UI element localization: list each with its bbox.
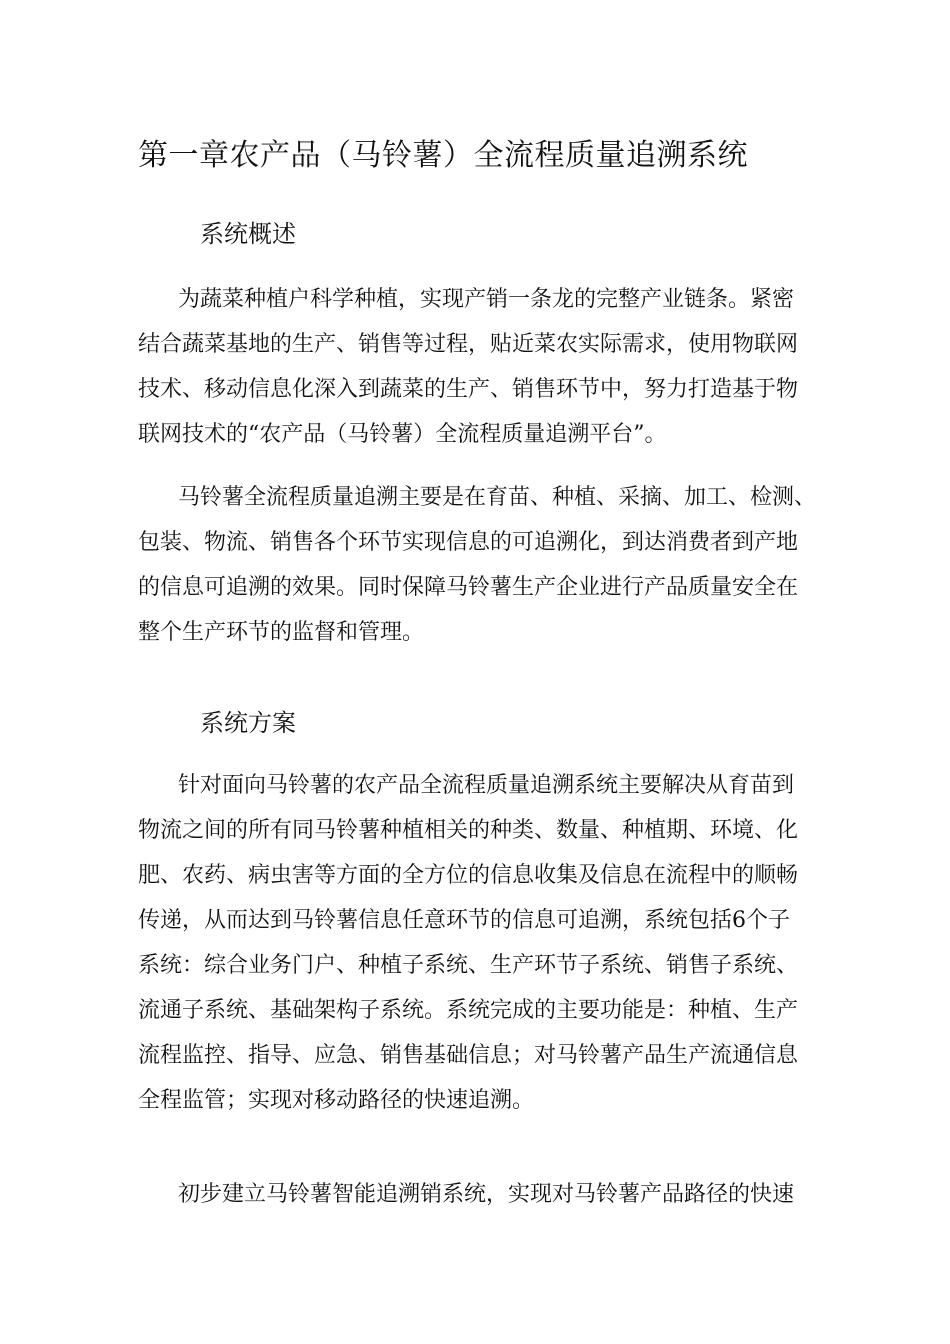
chapter-title: 第一章农产品（马铃薯）全流程质量追溯系统: [138, 138, 748, 173]
paragraph-overview-1: [138, 277, 828, 457]
section-heading-overview: 系统概述: [200, 220, 296, 248]
text-line: 流通子系统、基础架构子系统。系统完成的主要功能是：种植、生产: [138, 998, 799, 1023]
text-line: 物流之间的所有同马铃薯种植相关的种类、数量、种植期、环境、化: [138, 818, 799, 843]
text-line: 技术、移动信息化深入到蔬菜的生产、销售环节中，努力打造基于物: [138, 377, 799, 402]
paragraph-plan-2: [138, 1172, 828, 1217]
paragraph-plan-1: [138, 763, 828, 1123]
text-line: 系统：综合业务门户、种植子系统、生产环节子系统、销售子系统、: [138, 953, 799, 978]
paragraph-overview-2: [138, 475, 828, 655]
text-line: 全程监管；实现对移动路径的快速追溯。: [138, 1088, 535, 1113]
text-line: 整个生产环节的监督和管理。: [138, 620, 425, 645]
text-line: 针对面向马铃薯的农产品全流程质量追溯系统主要解决从育苗到: [178, 773, 795, 798]
text-line: 流程监控、指导、应急、销售基础信息；对马铃薯产品生产流通信息: [138, 1043, 799, 1068]
text-line: 联网技术的“农产品（马铃薯）全流程质量追溯平台”。: [138, 422, 667, 447]
text-line: 结合蔬菜基地的生产、销售等过程，贴近菜农实际需求，使用物联网: [138, 332, 799, 357]
text-line: 的信息可追溯的效果。同时保障马铃薯生产企业进行产品质量安全在: [138, 575, 799, 600]
text-line: 初步建立马铃薯智能追溯销系统，实现对马铃薯产品路径的快速: [178, 1182, 795, 1207]
text-line: 包装、物流、销售各个环节实现信息的可追溯化，到达消费者到产地: [138, 530, 799, 555]
section-heading-plan: 系统方案: [200, 709, 296, 737]
text-line: 为蔬菜种植户科学种植，实现产销一条龙的完整产业链条。紧密: [178, 287, 795, 312]
text-line: 肥、农药、病虫害等方面的全方位的信息收集及信息在流程中的顺畅: [138, 863, 799, 888]
text-line: 马铃薯全流程质量追溯主要是在育苗、种植、采摘、加工、检测、: [178, 485, 817, 510]
text-line: 传递，从而达到马铃薯信息任意环节的信息可追溯，系统包括6个子: [138, 908, 790, 933]
